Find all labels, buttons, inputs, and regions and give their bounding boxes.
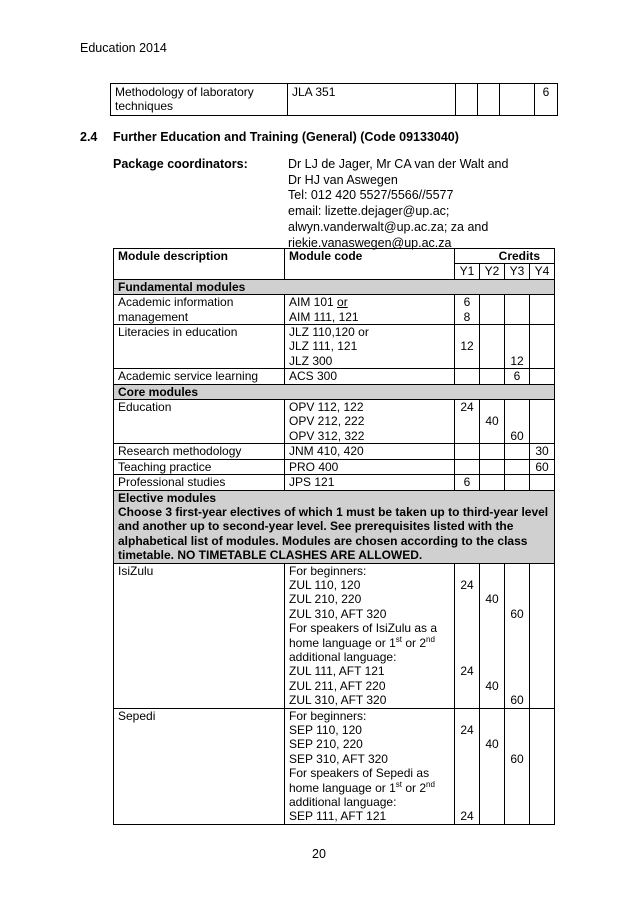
credit-y1: [455, 444, 480, 459]
table-row: [114, 459, 555, 474]
credit-y1: 6 8: [455, 295, 480, 325]
module-description: Education: [114, 400, 285, 444]
credit-y2: [480, 369, 505, 384]
credit-y1: 6: [455, 475, 480, 490]
continued-module-table: [110, 83, 558, 116]
group-label: Core modules: [114, 384, 555, 399]
module-code: PRO 400: [285, 459, 455, 474]
section-number: 2.4: [80, 130, 98, 144]
page-number: 20: [312, 847, 326, 861]
elective-note: Choose 3 first-year electives of which 1 must be taken up to third-year level and another up to second-year level. See prerequisites listed with the alphabetical list of modules. Modules are chosen according to the class timetable. NO TIMETABLE CLASHES ARE ALLOWED.: [118, 504, 549, 563]
credit-y2: [480, 459, 505, 474]
credit-y3: [505, 295, 530, 325]
credit-y3: 12: [505, 325, 530, 369]
module-code: JLZ 110,120 or JLZ 111, 121 JLZ 300: [285, 325, 455, 369]
table-row: [114, 475, 555, 490]
credit-y3: 6: [505, 369, 530, 384]
header-y1: Y1: [455, 264, 480, 279]
module-description: Teaching practice: [114, 459, 285, 474]
credit-y3: 60 60: [505, 563, 530, 708]
table-row: [114, 295, 555, 325]
table-row: [114, 708, 555, 824]
module-description: Academic information management: [114, 295, 285, 325]
table-row: [111, 84, 558, 116]
credit-y4: [530, 708, 555, 824]
section-title: Further Education and Training (General) (Code 09133040): [113, 130, 459, 144]
credit-y1: 24: [455, 400, 480, 444]
module-code: ACS 300: [285, 369, 455, 384]
table-row: [114, 325, 555, 369]
credit-y1: 24 24: [455, 563, 480, 708]
header-y2: Y2: [480, 264, 505, 279]
coordinator-line: alwyn.vanderwalt@up.ac.za; za and: [288, 219, 489, 234]
credit-y4: [530, 295, 555, 325]
credit-y4: [530, 369, 555, 384]
coordinators-label: Package coordinators:: [113, 157, 248, 171]
credit-y3: 60: [505, 400, 530, 444]
table-row: [114, 563, 555, 708]
credit-y2: [480, 325, 505, 369]
group-row-core: [114, 384, 555, 399]
header-y4: Y4: [530, 264, 555, 279]
credit-y2: [480, 444, 505, 459]
group-label: Elective modules: [118, 490, 217, 505]
credit-y1: [455, 369, 480, 384]
module-code: JNM 410, 420: [285, 444, 455, 459]
credit-y4: 30: [530, 444, 555, 459]
module-description: Academic service learning: [114, 369, 285, 384]
module-description: Literacies in education: [114, 325, 285, 369]
group-row-fundamental: [114, 279, 555, 294]
credit-y2: [478, 84, 500, 116]
module-code: OPV 112, 122 OPV 212, 222 OPV 312, 322: [285, 400, 455, 444]
module-description: Research methodology: [114, 444, 285, 459]
coordinator-line: email: lizette.dejager@up.ac;: [288, 204, 450, 219]
section-heading: [80, 130, 459, 144]
running-header: Education 2014: [80, 41, 167, 55]
module-code: JLA 351: [288, 84, 456, 116]
credit-y2: [480, 295, 505, 325]
credit-y3: [505, 459, 530, 474]
credit-y1: 24 24: [455, 708, 480, 824]
table-header-row: [114, 249, 555, 264]
elective-block: [114, 490, 555, 563]
credit-y4: [530, 325, 555, 369]
credit-y3: [500, 84, 535, 116]
module-description: Professional studies: [114, 475, 285, 490]
credit-y4: 6: [535, 84, 558, 116]
credit-y3: [505, 444, 530, 459]
credit-y2: 40: [480, 708, 505, 824]
table-row: [114, 369, 555, 384]
credit-y2: 40: [480, 400, 505, 444]
module-description: Methodology of laboratory techniques: [111, 84, 288, 116]
coordinator-line: Dr LJ de Jager, Mr CA van der Walt and: [288, 157, 509, 171]
table-row: [114, 400, 555, 444]
credit-y4: [530, 400, 555, 444]
module-description: IsiZulu: [114, 563, 285, 708]
modules-table: [113, 248, 555, 825]
credit-y3: [505, 475, 530, 490]
credit-y1: [456, 84, 478, 116]
coordinators-details: [288, 157, 508, 251]
credit-y2: 40 40: [480, 563, 505, 708]
table-row: [114, 444, 555, 459]
module-description: Sepedi: [114, 708, 285, 824]
coordinator-line: Dr HJ van Aswegen: [288, 172, 398, 187]
credit-y2: [480, 475, 505, 490]
credit-y4: [530, 475, 555, 490]
credit-y3: 60: [505, 708, 530, 824]
header-y3: Y3: [505, 264, 530, 279]
header-credits: Credits: [455, 249, 555, 264]
module-code: For beginners: ZUL 110, 120 ZUL 210, 220 ZUL 310, AFT 320 For speakers of IsiZulu as a home language or 1st or 2nd additional language: ZUL 111, AFT 121 ZUL 211, AFT 220 ZUL 310, AFT 320: [285, 563, 455, 708]
credit-y1: [455, 459, 480, 474]
module-code: AIM 101 or AIM 111, 121: [285, 295, 455, 325]
module-code: JPS 121: [285, 475, 455, 490]
credit-y4: [530, 563, 555, 708]
credit-y4: 60: [530, 459, 555, 474]
credit-y1: 12: [455, 325, 480, 369]
module-code: For beginners: SEP 110, 120 SEP 210, 220 SEP 310, AFT 320 For speakers of Sepedi as home language or 1st or 2nd additional language: SEP 111, AFT 121: [285, 708, 455, 824]
coordinator-line: Tel: 012 420 5527/5566//5577: [288, 188, 454, 203]
header-module-code: Module code: [285, 249, 455, 280]
coordinator-line: riekie.vanaswegen@up.ac.za: [288, 235, 452, 250]
header-module-description: Module description: [114, 249, 285, 280]
group-label: Fundamental modules: [114, 279, 555, 294]
group-row-elective: [114, 490, 555, 563]
